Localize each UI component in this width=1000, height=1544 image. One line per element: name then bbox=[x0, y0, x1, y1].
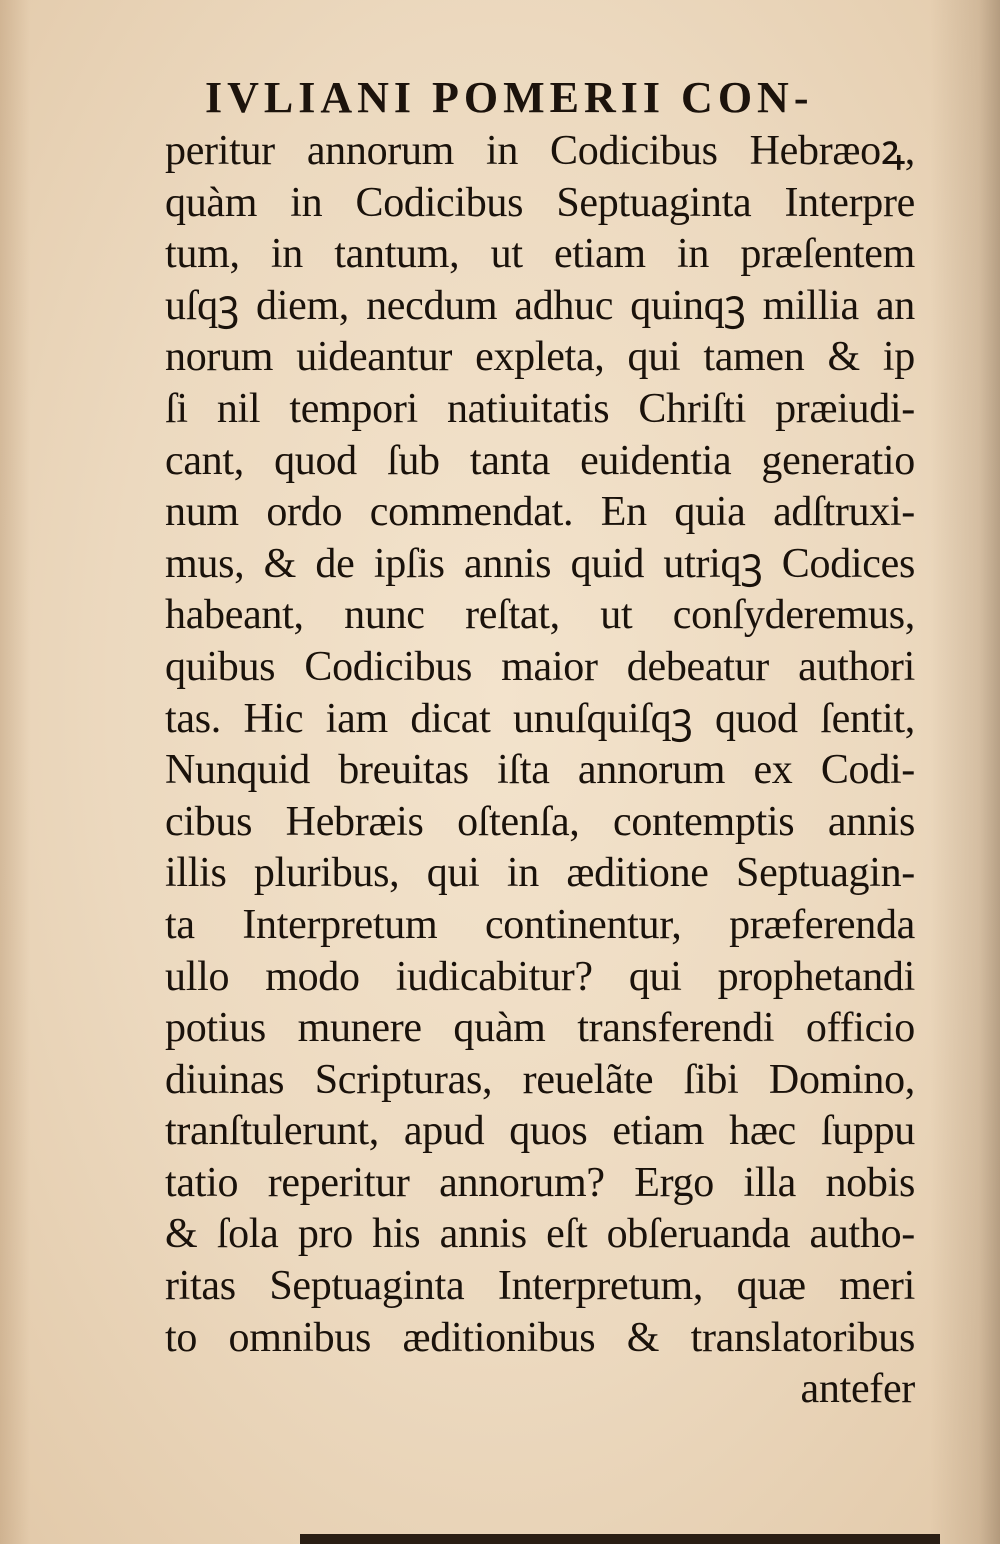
text-line: ullo modo iudicabitur? qui prophetandi bbox=[165, 953, 915, 1000]
page-edge-shading bbox=[0, 0, 30, 1544]
text-line: habeant, nunc reſtat, ut conſyderemus, bbox=[165, 592, 915, 639]
text-line: to omnibus æditionibus & translatoribus bbox=[165, 1314, 915, 1361]
text-line: tum, in tantum, ut etiam in præſentem bbox=[165, 231, 915, 278]
text-line: ta Interpretum continentur, præferenda bbox=[165, 901, 915, 948]
text-line: illis pluribus, qui in æditione Septuagin- bbox=[165, 850, 915, 897]
text-line: ritas Septuaginta Interpretum, quæ meri bbox=[165, 1263, 915, 1310]
text-line: tatio reperitur annorum? Ergo illa nobis bbox=[165, 1159, 915, 1206]
text-line: peritur annorum in Codicibus Hebræoꝝ, bbox=[165, 128, 915, 174]
text-line: uſqꝫ diem, necdum adhuc quinqꝫ millia an bbox=[165, 282, 915, 329]
text-line: potius munere quàm transferendi officio bbox=[165, 1005, 915, 1052]
text-line: quàm in Codicibus Septuaginta Interpre bbox=[165, 179, 915, 226]
text-line: mus, & de ipſis annis quid utriqꝫ Codices bbox=[165, 540, 915, 587]
text-line: quibus Codicibus maior debeatur authori bbox=[165, 643, 915, 690]
text-line: ſi nil tempori natiuitatis Chriſti præiudi- bbox=[165, 385, 915, 432]
text-line: num ordo commendat. En quia adſtruxi- bbox=[165, 489, 915, 536]
catchword: antefer bbox=[800, 1366, 915, 1413]
text-line: diuinas Scripturas, reuelãte ſibi Domino, bbox=[165, 1056, 915, 1103]
text-line: cant, quod ſub tanta euidentia generatio bbox=[165, 437, 915, 484]
body-text bbox=[165, 126, 915, 1416]
text-line: tranſtulerunt, apud quos etiam hæc ſuppu bbox=[165, 1108, 915, 1155]
gutter-shadow bbox=[930, 0, 1000, 1544]
text-line: Nunquid breuitas iſta annorum ex Codi- bbox=[165, 747, 915, 794]
bottom-edge-rule bbox=[300, 1534, 940, 1544]
text-line: & ſola pro his annis eſt obſeruanda autho- bbox=[165, 1211, 915, 1258]
running-head: IVLIANI POMERII CON- bbox=[205, 73, 814, 122]
text-line: tas. Hic iam dicat unuſquiſqꝫ quod ſentit, bbox=[165, 695, 915, 742]
text-line: cibus Hebræis oſtenſa, contemptis annis bbox=[165, 798, 915, 845]
text-line: norum uideantur expleta, qui tamen & ip bbox=[165, 334, 915, 381]
